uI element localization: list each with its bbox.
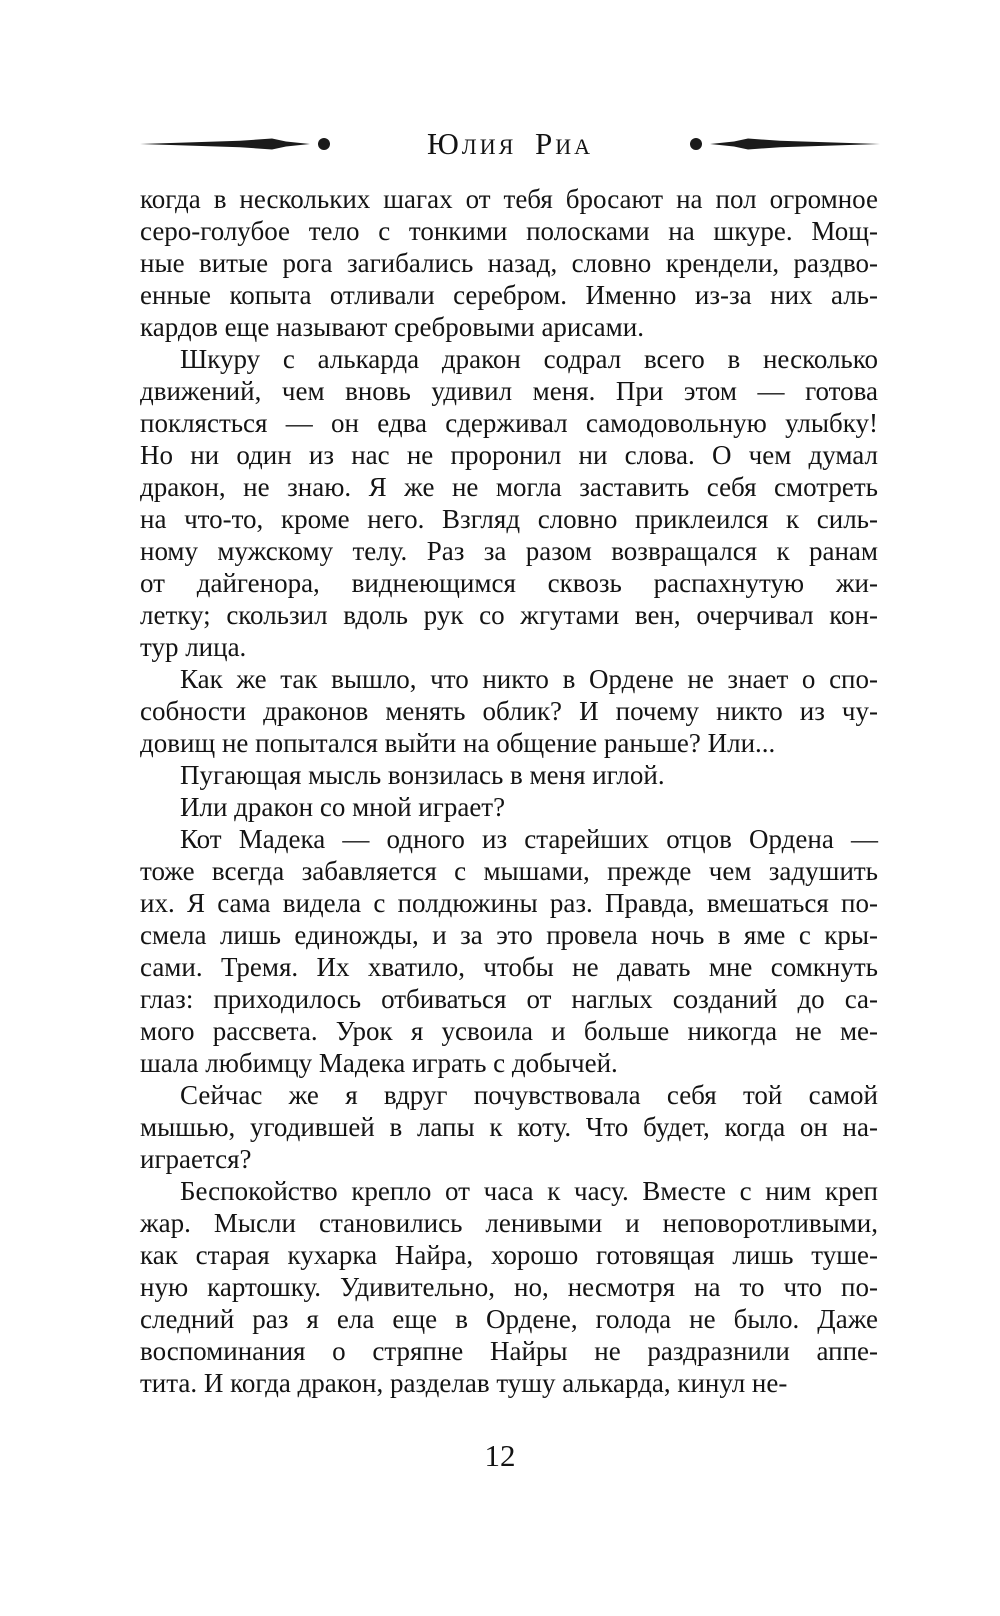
text-line: от дайгенора, виднеющимся сквозь распахнутую жи- [140, 568, 878, 598]
text-line: мышью, угодившей в лапы к коту. Что будет, когда он на- [140, 1112, 878, 1142]
text-line: следний раз я ела еще в Ордене, голода не было. Даже [140, 1304, 878, 1334]
page-number: 12 [484, 1438, 516, 1473]
text-line: Но ни один из нас не проронил ни слова. О чем думал [140, 440, 878, 470]
paragraph [140, 1175, 878, 1399]
arrow-ornament-right [688, 136, 880, 152]
text-line: поклясться — он едва сдерживал самодовольную улыбку! [140, 408, 878, 438]
text-line: Или дракон со мной играет? [180, 792, 506, 822]
body-text [140, 183, 878, 1399]
text-line: Шкуру с алькарда дракон содрал всего в несколько [180, 344, 878, 374]
text-line: на что-то, кроме него. Взгляд словно приклеился к силь- [140, 504, 878, 534]
paragraph [140, 759, 878, 791]
text-line: смела лишь единожды, и за это провела ночь в яме с кры- [140, 920, 878, 950]
text-line: енные копыта отливали серебром. Именно из-за них аль- [140, 280, 878, 310]
author-name: Юлия Риа [426, 126, 594, 161]
text-line: тоже всегда забавляется с мышами, прежде чем задушить [140, 856, 878, 886]
arrow-ornament-left [140, 136, 332, 152]
text-line: когда в нескольких шагах от тебя бросают на пол огромное [140, 184, 878, 214]
text-line: тита. И когда дракон, разделав тушу алькарда, кинул не- [140, 1368, 788, 1398]
paragraph [140, 1079, 878, 1175]
text-line: ному мужскому телу. Раз за разом возвращался к ранам [140, 536, 878, 566]
text-line: Сейчас же я вдруг почувствовала себя той самой [180, 1080, 878, 1110]
paragraph [140, 823, 878, 1079]
paragraph [140, 183, 878, 343]
text-line: движений, чем вновь удивил меня. При этом — готова [140, 376, 878, 406]
text-line: кардов еще называют сребровыми арисами. [140, 312, 644, 342]
text-line: глаз: приходилось отбиваться от наглых созданий до са- [140, 984, 878, 1014]
text-line: летку; скользил вдоль рук со жгутами вен, очерчивал кон- [140, 600, 878, 630]
text-line: их. Я сама видела с полдюжины раз. Правда, вмешаться по- [140, 888, 878, 918]
text-line: Как же так вышло, что никто в Ордене не знает о спо- [180, 664, 878, 694]
text-line: серо-голубое тело с тонкими полосками на шкуре. Мощ- [140, 216, 878, 246]
paragraph [140, 663, 878, 759]
page-header [140, 122, 880, 166]
text-line: как старая кухарка Найра, хорошо готовящая лишь туше- [140, 1240, 878, 1270]
text-line: ную картошку. Удивительно, но, несмотря на то что по- [140, 1272, 878, 1302]
text-line: ные витые рога загибались назад, словно крендели, раздво- [140, 248, 878, 278]
text-line: жар. Мысли становились ленивыми и неповоротливыми, [140, 1208, 878, 1238]
text-line: играется? [140, 1144, 252, 1174]
text-line: довищ не попытался выйти на общение раньше? Или... [140, 728, 776, 758]
paragraph [140, 343, 878, 663]
text-line: Кот Мадека — одного из старейших отцов Ордена — [180, 824, 878, 854]
text-line: Беспокойство крепло от часа к часу. Вместе с ним креп [180, 1176, 878, 1206]
text-line: Пугающая мысль вонзилась в меня иглой. [180, 760, 665, 790]
text-line: воспоминания о стряпне Найры не раздразнили аппе- [140, 1336, 878, 1366]
text-line: собности драконов менять облик? И почему никто из чу- [140, 696, 878, 726]
text-line: мого рассвета. Урок я усвоила и больше никогда не ме- [140, 1016, 878, 1046]
paragraph [140, 791, 878, 823]
text-line: дракон, не знаю. Я же не могла заставить себя смотреть [140, 472, 878, 502]
text-line: тур лица. [140, 632, 247, 662]
text-line: сами. Тремя. Их хватило, чтобы не давать мне сомкнуть [140, 952, 878, 982]
text-line: шала любимцу Мадека играть с добычей. [140, 1048, 618, 1078]
